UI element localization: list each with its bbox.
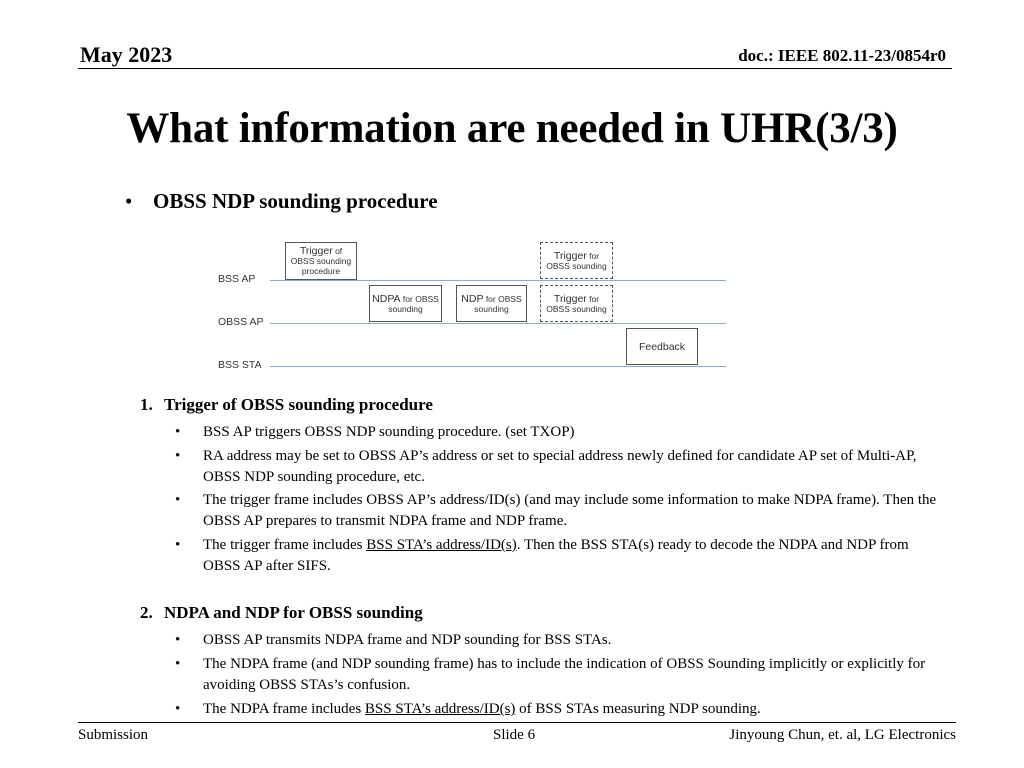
footer-authors: Jinyoung Chun, et. al, LG Electronics [729,727,956,743]
underlined-address: BSS STA’s address/ID(s) [364,701,516,717]
section2-bullet: • The NDPA frame (and NDP sounding frame) has to include the indication of OBSS Sounding implicitly or explicitly for avoiding OBSS STAs’s confusion. [175,656,926,693]
header-doc-id: doc.: IEEE 802.11-23/0854r0 [738,46,946,65]
lane-line-obss-ap [270,323,726,324]
section1-bullet: • The trigger frame includes BSS STA’s address/ID(s). Then the BSS STA(s) ready to decode the NDPA and NDP from OBSS AP after SIFS. [175,537,909,574]
main-bullet-text: OBSS NDP sounding procedure [153,189,438,213]
box-trigger-dashed-top: Trigger for OBSS sounding [540,242,613,279]
slide-title: What information are needed in UHR(3/3) [126,105,898,152]
box-ndp: NDP for OBSS sounding [456,285,527,322]
bullet-dot: • [125,189,133,213]
footer-slide-number: Slide 6 [493,727,536,743]
section2-bullet: • The NDPA frame includes BSS STA’s address/ID(s) of BSS STAs measuring NDP sounding. [175,701,761,717]
section1-heading: 1. Trigger of OBSS sounding procedure [140,395,433,414]
box-ndpa: NDPA for OBSS sounding [369,285,442,322]
lane-line-bss-ap [270,280,726,281]
header-divider [78,68,952,69]
section2-heading: 2. NDPA and NDP for OBSS sounding [140,603,423,622]
header-date: May 2023 [80,42,173,67]
footer-divider [78,722,956,723]
footer-submission: Submission [78,727,149,743]
box-trigger-dashed-mid: Trigger for OBSS sounding [540,285,613,322]
sounding-diagram [218,238,732,372]
underlined-address: BSS STA’s address/ID(s) [366,537,517,553]
lane-label-obss-ap: OBSS AP [218,316,264,328]
section1-bullet: • The trigger frame includes OBSS AP’s address/ID(s) (and may include some information to make NDPA frame). Then the OBSS AP prepares to transmit NDPA frame and NDP frame. [175,492,937,529]
box-feedback: Feedback [626,328,698,365]
box-trigger-obss-procedure: Trigger of OBSS sounding procedure [285,242,357,280]
section1-bullet: • RA address may be set to OBSS AP’s address or set to special address newly defined for candidate AP set of Multi-AP, OBSS NDP sounding procedure, etc. [175,448,917,485]
lane-line-bss-sta [270,366,726,367]
section1-bullet: • BSS AP triggers OBSS NDP sounding procedure. (set TXOP) [175,424,575,440]
lane-label-bss-ap: BSS AP [218,273,256,285]
section2-bullet: • OBSS AP transmits NDPA frame and NDP sounding for BSS STAs. [175,632,612,648]
main-bullet [125,189,438,214]
lane-label-bss-sta: BSS STA [218,359,262,371]
